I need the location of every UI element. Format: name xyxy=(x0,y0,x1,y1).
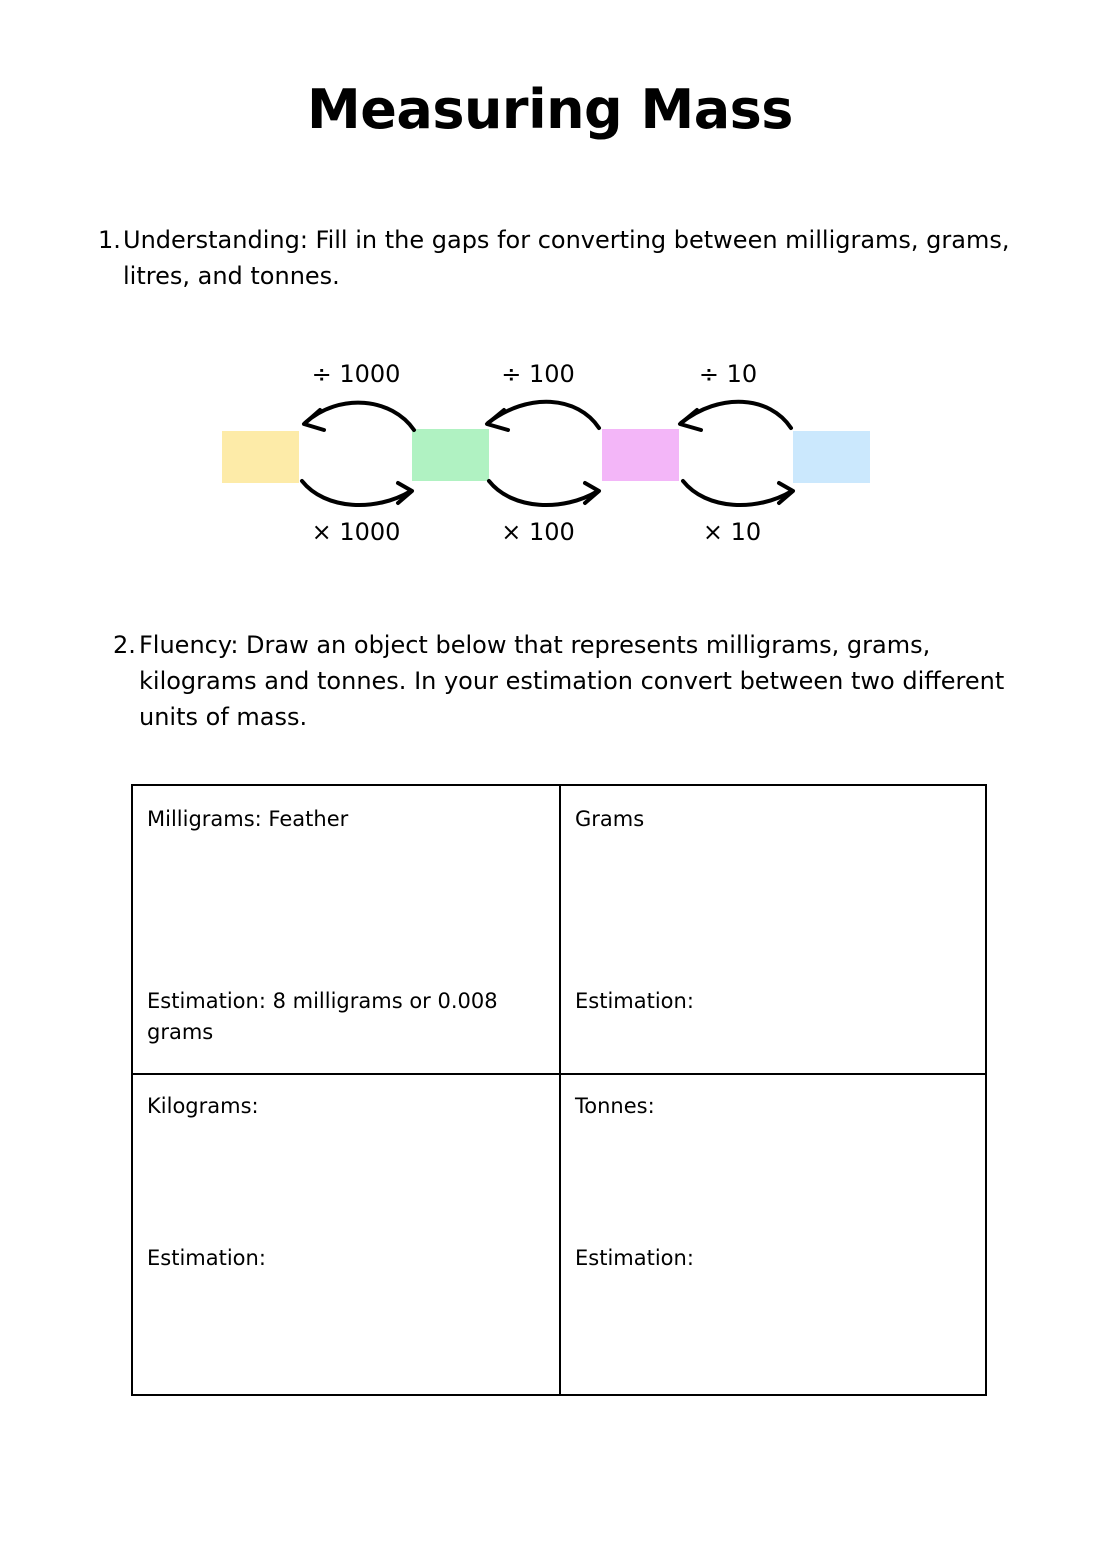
cell-label: Kilograms: xyxy=(147,1094,259,1118)
question-2-text: Fluency: Draw an object below that represents milligrams, grams, kilograms and tonnes. In your estimation convert between two different units of mass. xyxy=(139,631,1005,731)
question-2-number: 2. xyxy=(113,631,136,659)
question-1 xyxy=(98,222,1018,294)
page-title: Measuring Mass xyxy=(307,78,793,141)
multiply-label-1: × 1000 xyxy=(311,518,401,546)
divide-label-1: ÷ 1000 xyxy=(311,360,401,388)
question-1-number: 1. xyxy=(98,226,121,254)
multiply-arrow-3 xyxy=(683,481,792,505)
multiply-arrow-2 xyxy=(489,481,598,505)
cell-milligrams[interactable] xyxy=(133,786,559,1073)
cell-grams[interactable] xyxy=(561,786,987,1073)
cell-estimation: Estimation: xyxy=(575,1246,694,1270)
cell-estimation: Estimation: 8 milligrams or 0.008 grams xyxy=(147,989,498,1044)
multiply-arrow-1 xyxy=(302,481,411,505)
cell-label: Grams xyxy=(575,807,645,831)
multiply-label-3: × 10 xyxy=(702,518,762,546)
multiply-label-2: × 100 xyxy=(501,518,575,546)
cell-tonnes[interactable] xyxy=(561,1075,987,1396)
divide-arrow-1 xyxy=(305,403,414,430)
divide-label-3: ÷ 10 xyxy=(698,360,758,388)
divide-arrow-3 xyxy=(681,402,791,428)
divide-label-2: ÷ 100 xyxy=(501,360,575,388)
cell-label: Tonnes: xyxy=(575,1094,655,1118)
question-1-text: Understanding: Fill in the gaps for converting between milligrams, grams, litres, and tonnes. xyxy=(123,226,1010,290)
question-2 xyxy=(113,627,1018,735)
conversion-diagram xyxy=(0,340,1100,580)
cell-kilograms[interactable] xyxy=(133,1075,559,1396)
cell-label: Milligrams: Feather xyxy=(147,807,349,831)
drawing-table xyxy=(131,784,987,1396)
cell-estimation: Estimation: xyxy=(575,989,694,1013)
divide-arrow-2 xyxy=(488,402,599,428)
cell-estimation: Estimation: xyxy=(147,1246,266,1270)
